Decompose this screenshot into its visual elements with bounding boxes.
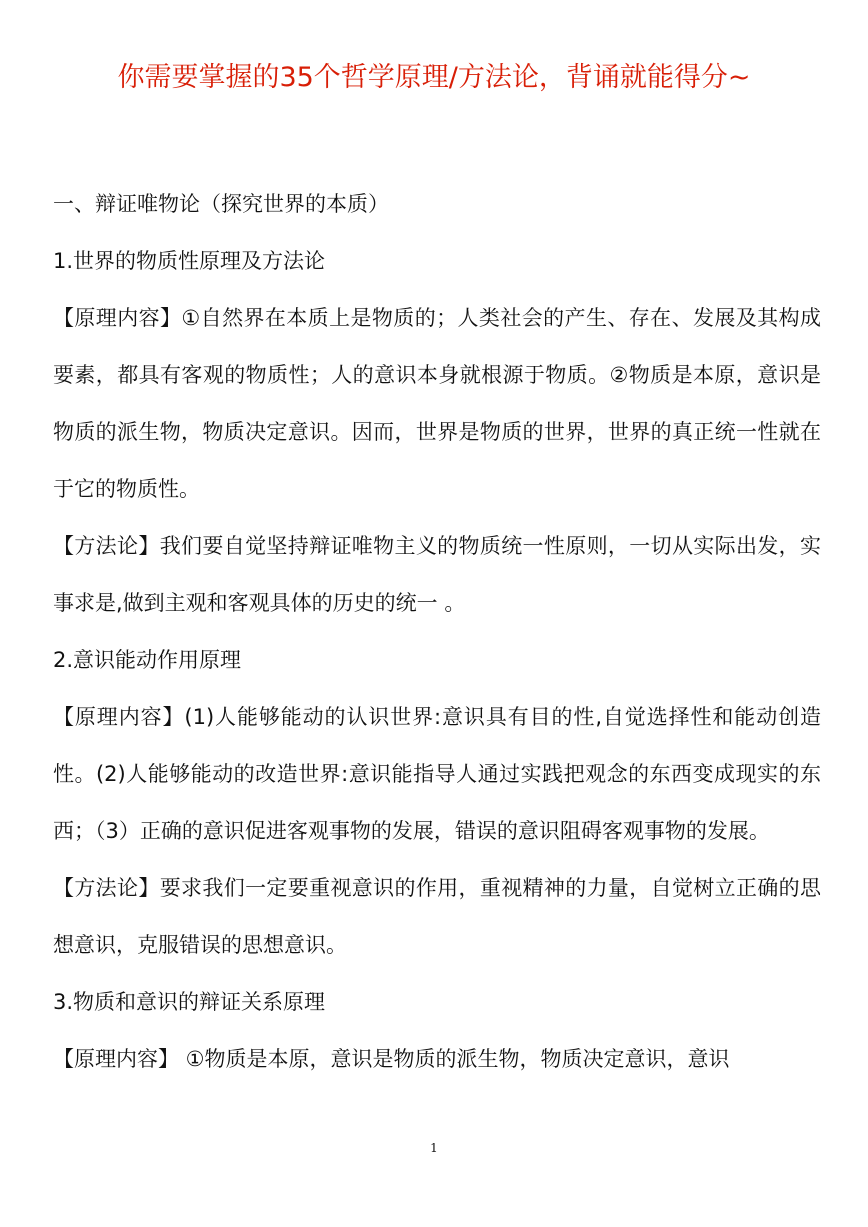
method-paragraph-2: 【方法论】要求我们一定要重视意识的作用，重视精神的力量，自觉树立正确的思想意识，克服错误的思想意识。 <box>53 876 821 957</box>
document-body <box>53 176 821 1088</box>
method-paragraph-1: 【方法论】我们要自觉坚持辩证唯物主义的物质统一性原则，一切从实际出发，实事求是,做到主观和客观具体的历史的统一 。 <box>53 534 821 615</box>
section-heading: 一、辩证唯物论（探究世界的本质） <box>53 192 389 216</box>
principle-paragraph-1: 【原理内容】①自然界在本质上是物质的；人类社会的产生、存在、发展及其构成要素，都具有客观的物质性；人的意识本身就根源于物质。②物质是本原，意识是物质的派生物，物质决定意识。因而，世界是物质的世界，世界的真正统一性就在于它的物质性。 <box>53 306 821 501</box>
page-number: 1 <box>430 1141 438 1155</box>
document-title: 你需要掌握的35个哲学原理/方法论，背诵就能得分~ <box>117 62 751 93</box>
principle-paragraph-2: 【原理内容】(1)人能够能动的认识世界:意识具有目的性,自觉选择性和能动创造性。(2)人能够能动的改造世界:意识能指导人通过实践把观念的东西变成现实的东西；（3）正确的意识促进客观事物的发展，错误的意识阻碍客观事物的发展。 <box>53 705 821 843</box>
item-heading-2: 2.意识能动作用原理 <box>53 648 242 672</box>
principle-paragraph-3: 【原理内容】 ①物质是本原，意识是物质的派生物，物质决定意识，意识 <box>53 1047 730 1071</box>
item-heading-3: 3.物质和意识的辩证关系原理 <box>53 990 326 1014</box>
item-heading-1: 1.世界的物质性原理及方法论 <box>53 249 326 273</box>
